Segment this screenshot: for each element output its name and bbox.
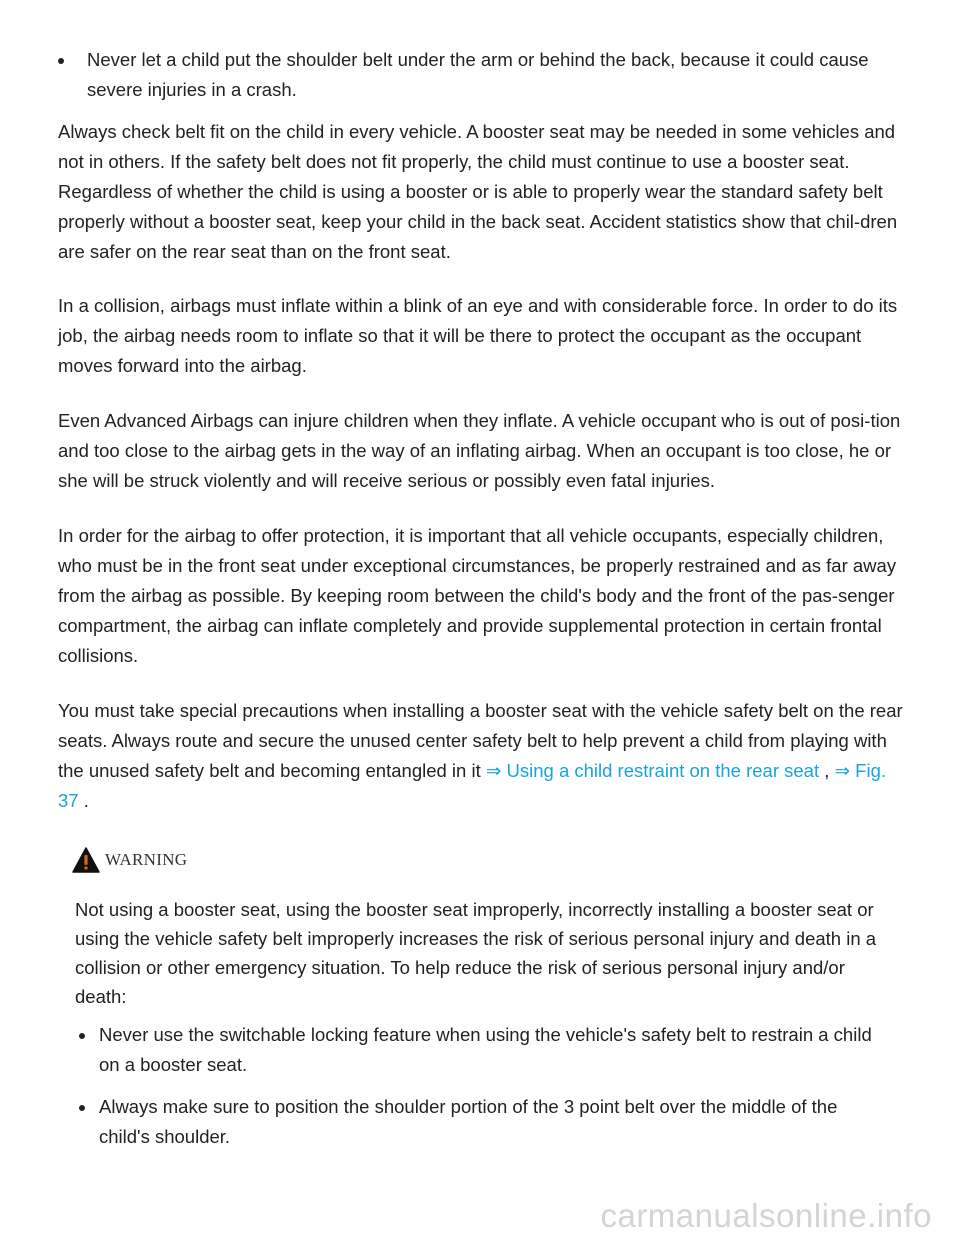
- separator: ,: [819, 760, 830, 781]
- link-child-restraint-rear-seat[interactable]: ⇒ Using a child restraint on the rear seat: [485, 760, 820, 781]
- list-item: [68, 45, 898, 105]
- bullet-dot: [79, 1105, 85, 1111]
- warning-triangle-icon: [72, 847, 100, 873]
- warning-intro: Not using a booster seat, using the booster seat improperly, incorrectly installing a booster seat or using the vehicle safety belt improperly increases the risk of serious personal injury and death in a collision or other emergency situation. To help reduce the risk of serious personal injury and/or death:: [75, 899, 877, 1007]
- watermark: carmanualsonline.info: [600, 1197, 932, 1234]
- bullet-text: Never let a child put the shoulder belt under the arm or behind the back, because it could cause severe injuries in a crash.: [87, 49, 869, 100]
- bullet-dot: [79, 1033, 85, 1039]
- paragraph-airbag-protection: In order for the airbag to offer protection, it is important that all vehicle occupants, especially children, who must be in the front seat under exceptional circumstances, be properly restrained and as far away from the airbag as possible. By keeping room between the child's body and the front of the pas-senger compartment, the airbag can inflate completely and provide supplemental protection in certain frontal collisions.: [58, 525, 897, 666]
- paragraph-airbag-inflate: In a collision, airbags must inflate within a blink of an eye and with considerable force. In order to do its job, the airbag needs room to inflate so that it will be there to protect the occupant as the occupant moves forward into the airbag.: [58, 295, 898, 376]
- warning-bullet-text: Always make sure to position the shoulder portion of the 3 point belt over the middle of the child's shoulder.: [99, 1096, 838, 1147]
- list-item: [89, 1092, 889, 1152]
- warning-bullet-text: Never use the switchable locking feature when using the vehicle's safety belt to restrain a child on a booster seat.: [99, 1024, 872, 1075]
- paragraph-advanced-airbags: Even Advanced Airbags can injure children when they inflate. A vehicle occupant who is out of posi-tion and too close to the airbag gets in the way of an inflating airbag. When an occupant is too close, he or she will be struck violently and will receive serious or possibly even fatal injuries.: [58, 410, 901, 491]
- paragraph-text: You must take special precautions when installing a booster seat with the vehicle safety belt on the rear seats. Always route and secure the unused center safety belt to help prevent a child from playing with the unused safety belt and becoming entangled in it: [58, 700, 903, 781]
- paragraph-belt-fit: Always check belt fit on the child in every vehicle. A booster seat may be needed in some vehicles and not in others. If the safety belt does not fit properly, the child must continue to use a booster seat. Regardless of whether the child is using a booster or is able to properly wear the standard safety belt properly without a booster seat, keep your child in the back seat. Accident statistics show that chil-dren are safer on the rear seat than on the front seat.: [58, 121, 898, 262]
- bullet-dot: [58, 58, 64, 64]
- list-item: [89, 1020, 889, 1080]
- warning-label: WARNING: [105, 850, 188, 869]
- warning-header: [72, 845, 187, 875]
- period: .: [78, 790, 89, 811]
- paragraph-booster-precautions: [58, 696, 908, 816]
- link-fig-37[interactable]: ⇒ Fig. 37: [58, 760, 887, 811]
